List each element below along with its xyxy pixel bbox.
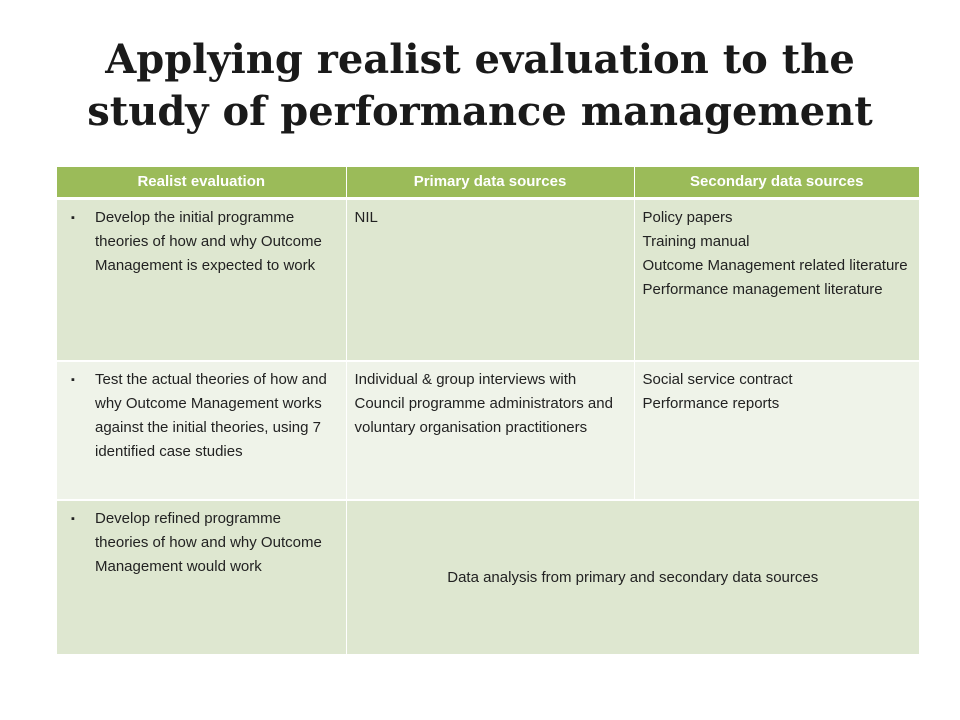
header-secondary-data-sources: Secondary data sources <box>634 167 919 199</box>
secondary-source-item: Performance management literature <box>642 281 883 298</box>
secondary-source-item: Social service contract <box>642 371 793 388</box>
evaluation-text: Develop the initial programme theories of how and why Outcome Management is expected to work <box>95 209 322 274</box>
slide-title: Applying realist evaluation to the study of performance management <box>87 36 873 135</box>
table-row <box>57 199 919 362</box>
square-bullet-icon: ▪ <box>71 374 75 386</box>
evaluation-cell <box>57 199 346 362</box>
evaluation-cell <box>57 500 346 655</box>
table-header-row <box>57 167 919 199</box>
header-realist-evaluation: Realist evaluation <box>57 167 346 199</box>
evaluation-text: Develop refined programme theories of how and why Outcome Management would work <box>95 510 322 575</box>
primary-source-cell: NIL <box>346 199 634 362</box>
evaluation-table <box>57 167 919 656</box>
secondary-source-item: Training manual <box>642 233 750 250</box>
table-row <box>57 361 919 500</box>
secondary-source-item: Policy papers <box>642 209 733 226</box>
secondary-source-item: Outcome Management related literature <box>642 257 908 274</box>
evaluation-text: Test the actual theories of how and why Outcome Management works against the initial theories, using 7 identified case studies <box>95 371 327 460</box>
square-bullet-icon: ▪ <box>71 513 75 525</box>
secondary-source-cell <box>634 361 919 500</box>
square-bullet-icon: ▪ <box>71 212 75 224</box>
evaluation-cell <box>57 361 346 500</box>
table-row <box>57 500 919 655</box>
secondary-source-item: Performance reports <box>642 395 780 412</box>
primary-source-cell: Individual & group interviews with Council programme administrators and voluntary organisation practitioners <box>346 361 634 500</box>
merged-data-analysis-cell: Data analysis from primary and secondary data sources <box>346 500 919 655</box>
header-primary-data-sources: Primary data sources <box>346 167 634 199</box>
secondary-source-cell <box>634 199 919 362</box>
